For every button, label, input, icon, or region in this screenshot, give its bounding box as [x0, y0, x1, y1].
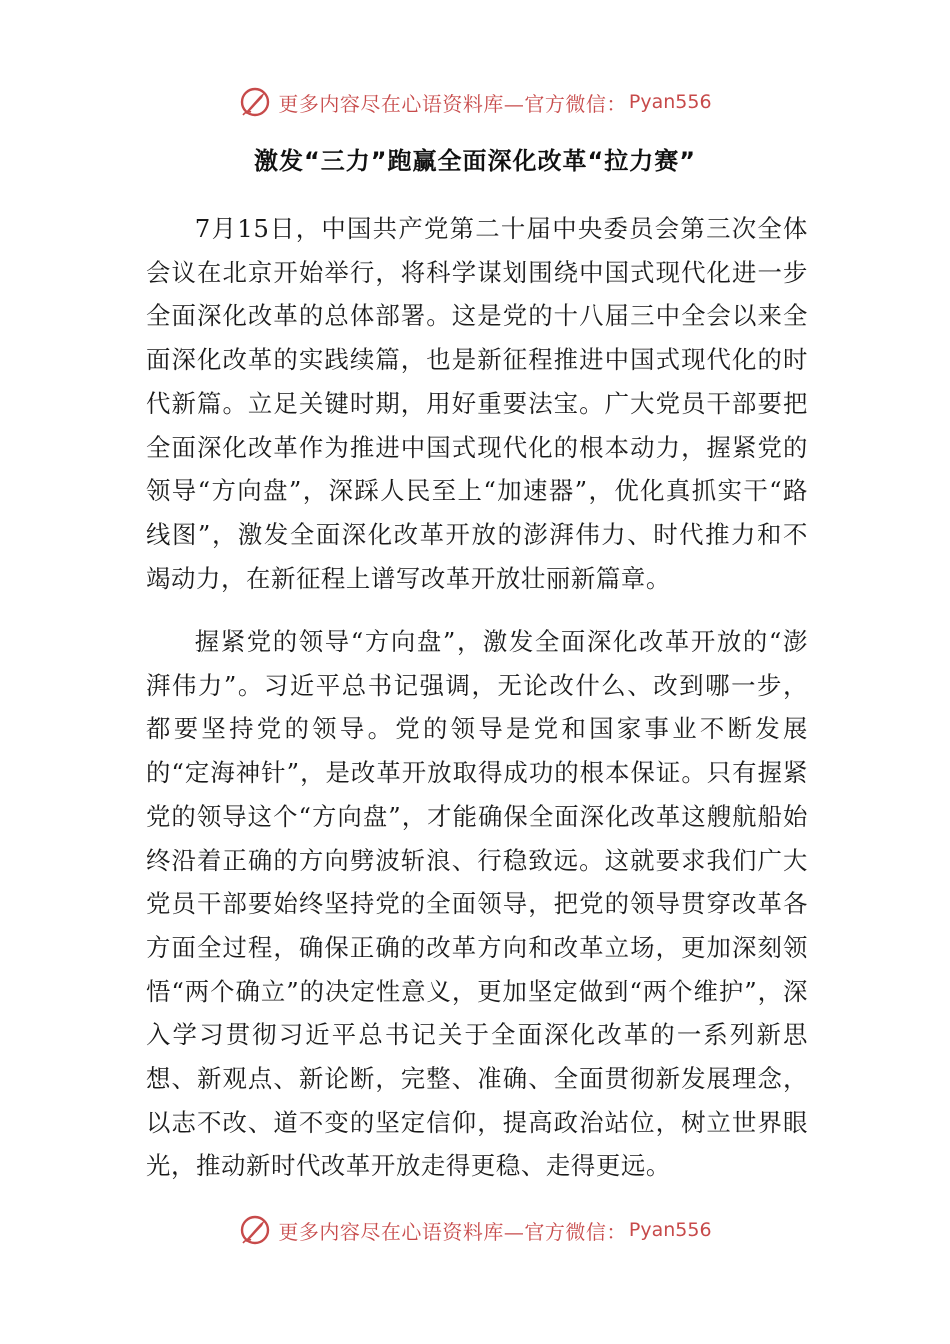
- document-title: 激发“三力”跑赢全面深化改革“拉力赛”: [253, 147, 697, 175]
- pen-nib-logo-icon: [238, 85, 272, 119]
- footer-watermark: [0, 1210, 950, 1250]
- watermark-text: 更多内容尽在心语资料库—官方微信：: [278, 91, 627, 116]
- pen-nib-logo-icon: [238, 1213, 272, 1247]
- watermark-text: 更多内容尽在心语资料库—官方微信：: [278, 1219, 627, 1244]
- watermark-wechat-id: Pyan556: [628, 1219, 712, 1241]
- header-watermark: [0, 82, 950, 122]
- watermark-wechat-id: Pyan556: [628, 91, 712, 113]
- paragraph-intro: 7月15日，中国共产党第二十届中央委员会第三次全体会议在北京开始举行，将科学谋划围绕中国式现代化进一步全面深化改革的总体部署。这是党的十八届三中全会以来全面深化改革的实践续篇，也是新征程推进中国式现代化的时代新篇。立足关键时期，用好重要法宝。广大党员干部要把全面深化改革作为推进中国式现代化的根本动力，握紧党的领导“方向盘”，深踩人民至上“加速器”，优化真抓实干“路线图”，激发全面深化改革开放的澎湃伟力、时代推力和不竭动力，在新征程上谱写改革开放壮丽新篇章。: [146, 214, 808, 593]
- paragraph-direction: 握紧党的领导“方向盘”，激发全面深化改革开放的“澎湃伟力”。习近平总书记强调，无论改什么、改到哪一步，都要坚持党的领导。党的领导是党和国家事业不断发展的“定海神针”，是改革开放取得成功的根本保证。只有握紧党的领导这个“方向盘”，才能确保全面深化改革这艘航船始终沿着正确的方向劈波斩浪、行稳致远。这就要求我们广大党员干部要始终坚持党的全面领导，把党的领导贯穿改革各方面全过程，确保正确的改革方向和改革立场，更加深刻领悟“两个确立”的决定性意义，更加坚定做到“两个维护”，深入学习贯彻习近平总书记关于全面深化改革的一系列新思想、新观点、新论断，完整、准确、全面贯彻新发展理念，以志不改、道不变的坚定信仰，提高政治站位，树立世界眼光，推动新时代改革开放走得更稳、走得更远。: [146, 627, 808, 1181]
